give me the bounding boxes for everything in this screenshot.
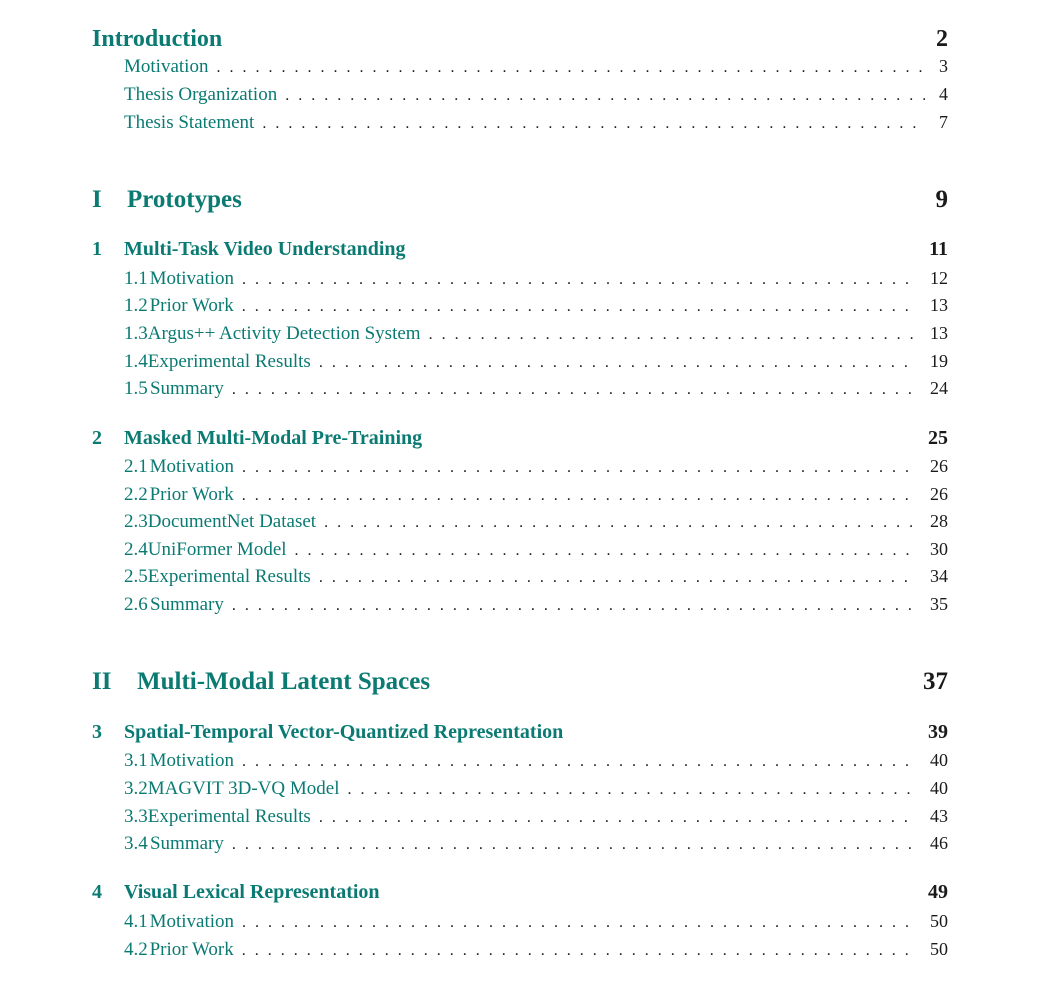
toc-entry-page: 35	[930, 594, 948, 614]
toc-entry-title: Summary	[149, 594, 224, 615]
section-number: 1.4	[124, 351, 148, 372]
leader-dots	[232, 836, 916, 854]
toc-entry-section[interactable]	[124, 750, 948, 772]
toc-entry-section[interactable]	[124, 833, 948, 855]
toc-chapter-2[interactable]	[92, 427, 948, 450]
toc-entry-page: 46	[930, 833, 948, 853]
toc-chapter-3[interactable]	[92, 721, 948, 744]
chapter-title: Multi-Task Video Understanding	[124, 238, 406, 260]
section-number: 1.5	[124, 378, 148, 399]
toc-entry-section[interactable]	[124, 539, 948, 561]
toc-entry-page: 13	[930, 323, 948, 343]
toc-entry-page: 9	[935, 186, 948, 213]
leader-dots	[242, 914, 916, 932]
toc-part-2[interactable]	[92, 668, 948, 696]
part-title: Multi-Modal Latent Spaces	[137, 668, 431, 695]
chapter-number: 3	[92, 721, 102, 743]
toc-entry-section[interactable]	[124, 566, 948, 588]
section-number: 3.2	[124, 778, 148, 799]
toc-entry-section[interactable]	[124, 351, 948, 373]
part-title: Prototypes	[127, 186, 242, 213]
toc-entry-title: Experimental Results	[147, 351, 311, 372]
section-number: 3.1	[124, 750, 148, 771]
leader-dots	[232, 381, 916, 399]
toc-entry-page: 26	[930, 484, 948, 504]
toc-entry-page: 12	[930, 268, 948, 288]
toc-entry-section[interactable]	[124, 268, 948, 290]
section-number: 2.4	[124, 539, 148, 560]
leader-dots	[285, 87, 925, 105]
toc-entry-page: 40	[930, 778, 948, 798]
toc-entry-page: 26	[930, 456, 948, 476]
section-number: 4.1	[124, 911, 148, 932]
toc-entry-title: UniFormer Model	[147, 539, 287, 560]
toc-entry-title: Prior Work	[149, 939, 234, 960]
toc-entry-title: Summary	[149, 378, 224, 399]
toc-entry-page: 3	[939, 56, 948, 76]
leader-dots	[242, 753, 916, 771]
leader-dots	[324, 514, 916, 532]
leader-dots	[319, 809, 916, 827]
toc-entry-page: 11	[929, 238, 948, 260]
section-number: 3.3	[124, 806, 148, 827]
toc-entry-title: Motivation	[149, 750, 235, 771]
leader-dots	[242, 298, 916, 316]
section-number: 2.1	[124, 456, 148, 477]
toc-entry-title: Motivation	[149, 911, 235, 932]
toc-entry-title: Prior Work	[149, 295, 234, 316]
toc-chapter-1[interactable]	[92, 238, 948, 261]
section-number: 2.3	[124, 511, 148, 532]
section-number: 1.1	[124, 268, 148, 289]
toc-entry-page: 30	[930, 539, 948, 559]
toc-entry-section[interactable]	[124, 295, 948, 317]
chapter-title: Spatial-Temporal Vector-Quantized Representation	[124, 721, 564, 743]
toc-entry-section[interactable]	[124, 84, 948, 106]
toc-entry-section[interactable]	[124, 778, 948, 800]
toc-entry-section[interactable]	[124, 323, 948, 345]
section-number: 1.2	[124, 295, 148, 316]
toc-entry-page: 7	[939, 112, 948, 132]
leader-dots	[348, 781, 917, 799]
chapter-title: Visual Lexical Representation	[124, 881, 380, 903]
toc-entry-title: Motivation	[149, 268, 235, 289]
part-number: I	[92, 186, 102, 213]
leader-dots	[319, 569, 916, 587]
toc-entry-title: Summary	[149, 833, 224, 854]
section-number: 2.5	[124, 566, 148, 587]
part-number: II	[92, 668, 112, 695]
chapter-number: 4	[92, 881, 102, 903]
toc-entry-section[interactable]	[124, 511, 948, 533]
leader-dots	[319, 354, 916, 372]
leader-dots	[242, 487, 916, 505]
leader-dots	[429, 326, 916, 344]
toc-entry-page: 28	[930, 511, 948, 531]
toc-entry-introduction[interactable]	[92, 26, 948, 53]
toc-entry-title: MAGVIT 3D-VQ Model	[147, 778, 340, 799]
toc-entry-title: Motivation	[149, 456, 235, 477]
chapter-title: Masked Multi-Modal Pre-Training	[124, 427, 423, 449]
toc-entry-page: 49	[928, 881, 948, 903]
toc-entry-section[interactable]	[124, 484, 948, 506]
toc-entry-page: 24	[930, 378, 948, 398]
toc-entry-title: Experimental Results	[147, 806, 311, 827]
leader-dots	[232, 597, 916, 615]
leader-dots	[262, 115, 925, 133]
toc-entry-title: Introduction	[92, 26, 223, 52]
toc-entry-title: Experimental Results	[147, 566, 311, 587]
section-number: 2.2	[124, 484, 148, 505]
toc-entry-section[interactable]	[124, 456, 948, 478]
toc-entry-section[interactable]	[124, 911, 948, 933]
leader-dots	[242, 942, 916, 960]
toc-entry-section[interactable]	[124, 939, 948, 961]
toc-entry-title: DocumentNet Dataset	[147, 511, 317, 532]
toc-entry-title: Thesis Organization	[124, 84, 278, 105]
leader-dots	[216, 59, 925, 77]
toc-entry-title: Motivation	[124, 56, 209, 77]
leader-dots	[295, 542, 916, 560]
section-number: 3.4	[124, 833, 148, 854]
toc-entry-page: 39	[928, 721, 948, 743]
toc-entry-page: 19	[930, 351, 948, 371]
section-number: 2.6	[124, 594, 148, 615]
toc-entry-title: Thesis Statement	[124, 112, 255, 133]
section-number: 4.2	[124, 939, 148, 960]
toc-entry-page: 13	[930, 295, 948, 315]
toc-entry-page: 2	[936, 26, 948, 52]
toc-entry-section[interactable]	[124, 806, 948, 828]
leader-dots	[242, 459, 916, 477]
toc-entry-page: 25	[928, 427, 948, 449]
toc-entry-page: 4	[939, 84, 948, 104]
toc-entry-page: 50	[930, 911, 948, 931]
toc-part-1[interactable]	[92, 186, 948, 214]
toc-entry-page: 40	[930, 750, 948, 770]
toc-entry-page: 34	[930, 566, 948, 586]
toc-entry-title: Prior Work	[149, 484, 234, 505]
toc-entry-section[interactable]	[124, 594, 948, 616]
toc-entry-section[interactable]	[124, 56, 948, 78]
toc-entry-page: 50	[930, 939, 948, 959]
chapter-number: 2	[92, 427, 102, 449]
section-number: 1.3	[124, 323, 148, 344]
chapter-number: 1	[92, 238, 102, 260]
toc-entry-section[interactable]	[124, 112, 948, 134]
toc-entry-page: 43	[930, 806, 948, 826]
leader-dots	[242, 271, 916, 289]
toc-chapter-4[interactable]	[92, 881, 948, 904]
toc-entry-page: 37	[923, 668, 948, 695]
toc-entry-title: Argus++ Activity Detection System	[147, 323, 421, 344]
toc-entry-section[interactable]	[124, 378, 948, 400]
